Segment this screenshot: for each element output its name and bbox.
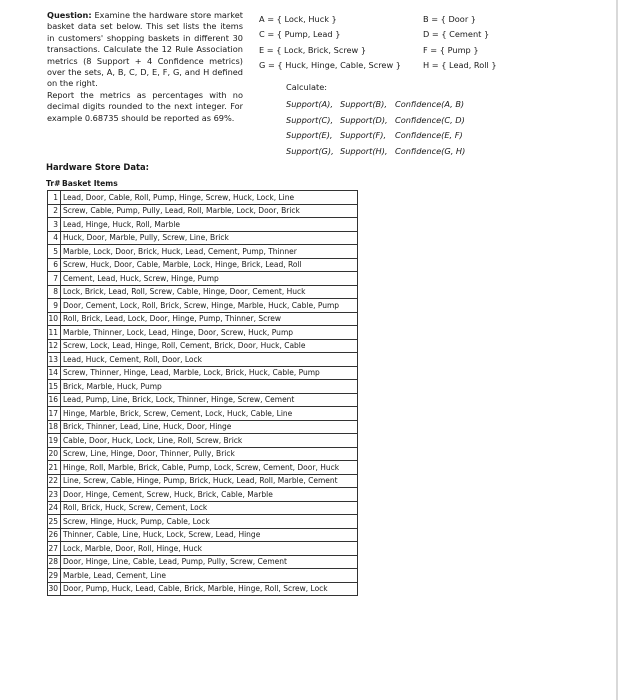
support-metric: Support(B), [340, 98, 387, 109]
transaction-number: 12 [48, 339, 61, 353]
table-row [48, 569, 358, 583]
table-row [48, 434, 358, 448]
basket-items: Hinge, Marble, Brick, Screw, Cement, Lock, Huck, Cable, Line [61, 407, 358, 421]
transaction-number: 27 [48, 542, 61, 556]
basket-items: Door, Pump, Huck, Lead, Cable, Brick, Marble, Hinge, Roll, Screw, Lock [61, 582, 358, 596]
transaction-number: 18 [48, 420, 61, 434]
set-definition: B = { Door } [423, 14, 476, 24]
transaction-number: 13 [48, 353, 61, 367]
table-row [48, 488, 358, 502]
question-paragraph [47, 10, 243, 90]
table-row [48, 474, 358, 488]
table-row [48, 285, 358, 299]
question-label: Question: [47, 10, 92, 20]
table-row [48, 380, 358, 394]
basket-items: Door, Hinge, Cement, Screw, Huck, Brick, Cable, Marble [61, 488, 358, 502]
transaction-number: 21 [48, 461, 61, 475]
set-definition: F = { Pump } [423, 44, 479, 55]
basket-items: Brick, Thinner, Lead, Line, Huck, Door, Hinge [61, 420, 358, 434]
table-row [48, 407, 358, 421]
calculate-title: Calculate: [286, 82, 327, 92]
transaction-number: 10 [48, 312, 61, 326]
support-metric: Support(H), [340, 146, 388, 157]
support-metric: Support(A), [286, 98, 333, 109]
basket-items: Marble, Lead, Cement, Line [61, 569, 358, 583]
transaction-number: 22 [48, 474, 61, 488]
table-row [48, 312, 358, 326]
table-row [48, 528, 358, 542]
basket-items: Screw, Cable, Pump, Pully, Lead, Roll, Marble, Lock, Door, Brick [61, 204, 358, 218]
transaction-number: 11 [48, 326, 61, 340]
table-row [48, 231, 358, 245]
transaction-number: 28 [48, 555, 61, 569]
transaction-number: 7 [48, 272, 61, 286]
basket-items: Door, Cement, Lock, Roll, Brick, Screw, Hinge, Marble, Huck, Cable, Pump [61, 299, 358, 313]
set-definition: H = { Lead, Roll } [423, 59, 497, 70]
confidence-metric: Confidence(C, D) [395, 114, 465, 125]
support-metric: Support(C), [286, 114, 334, 125]
basket-items: Screw, Line, Hinge, Door, Thinner, Pully, Brick [61, 447, 358, 461]
calculate-row [286, 97, 465, 113]
basket-items: Lock, Brick, Lead, Roll, Screw, Cable, Hinge, Door, Cement, Huck [61, 285, 358, 299]
transaction-number: 17 [48, 407, 61, 421]
table-row [48, 393, 358, 407]
basket-items: Hinge, Roll, Marble, Brick, Cable, Pump, Lock, Screw, Cement, Door, Huck [61, 461, 358, 475]
table-row [48, 447, 358, 461]
table-row [48, 299, 358, 313]
column-header-tr: Tr# [46, 179, 61, 188]
table-header [46, 179, 118, 188]
transaction-number: 2 [48, 204, 61, 218]
basket-items: Thinner, Cable, Line, Huck, Lock, Screw, Lead, Hinge [61, 528, 358, 542]
table-row [48, 191, 358, 205]
basket-items: Screw, Hinge, Huck, Pump, Cable, Lock [61, 515, 358, 529]
basket-items: Marble, Lock, Door, Brick, Huck, Lead, Cement, Pump, Thinner [61, 245, 358, 259]
transaction-number: 14 [48, 366, 61, 380]
transactions-table [47, 190, 358, 596]
table-row [48, 515, 358, 529]
basket-items: Screw, Thinner, Hinge, Lead, Marble, Lock, Brick, Huck, Cable, Pump [61, 366, 358, 380]
table-row [48, 245, 358, 259]
support-metric: Support(E), [286, 130, 333, 141]
table-row [48, 339, 358, 353]
table-row [48, 555, 358, 569]
transaction-number: 16 [48, 393, 61, 407]
support-metric: Support(G), [286, 146, 334, 157]
table-row [48, 218, 358, 232]
transaction-number: 3 [48, 218, 61, 232]
basket-items: Cable, Door, Huck, Lock, Line, Roll, Screw, Brick [61, 434, 358, 448]
transaction-number: 20 [48, 447, 61, 461]
transaction-number: 4 [48, 231, 61, 245]
transaction-number: 19 [48, 434, 61, 448]
set-definition: D = { Cement } [423, 29, 490, 40]
basket-items: Lead, Door, Cable, Roll, Pump, Hinge, Screw, Huck, Lock, Line [61, 191, 358, 205]
basket-items: Lead, Pump, Line, Brick, Lock, Thinner, Hinge, Screw, Cement [61, 393, 358, 407]
basket-items: Line, Screw, Cable, Hinge, Pump, Brick, Huck, Lead, Roll, Marble, Cement [61, 474, 358, 488]
table-row [48, 501, 358, 515]
basket-items: Brick, Marble, Huck, Pump [61, 380, 358, 394]
transaction-number: 5 [48, 245, 61, 259]
calculate-row [286, 144, 465, 160]
column-header-items: Basket Items [62, 179, 118, 188]
set-definition: C = { Pump, Lead } [259, 29, 341, 40]
calculate-row [286, 128, 465, 144]
table-row [48, 353, 358, 367]
transaction-number: 8 [48, 285, 61, 299]
transaction-number: 30 [48, 582, 61, 596]
basket-items: Marble, Thinner, Lock, Lead, Hinge, Door, Screw, Huck, Pump [61, 326, 358, 340]
transaction-number: 23 [48, 488, 61, 502]
transaction-number: 24 [48, 501, 61, 515]
transaction-number: 25 [48, 515, 61, 529]
question-instruction: Report the metrics as percentages with no decimal digits rounded to the next integer. For example 0.68735 should be reported as 69%. [47, 89, 243, 123]
table-row [48, 542, 358, 556]
basket-items: Screw, Lock, Lead, Hinge, Roll, Cement, Brick, Door, Huck, Cable [61, 339, 358, 353]
question-text: Examine the hardware store market basket data set below. This set lists the items in customers' shopping baskets in different 30 transactions. Calculate the 12 Rule Association metrics (8 Support + 4 Confidence metrics) over the sets, A, B, C, D, E, F, G, and H defined on the right. [47, 10, 243, 89]
confidence-metric: Confidence(E, F) [395, 130, 463, 141]
basket-items: Huck, Door, Marble, Pully, Screw, Line, Brick [61, 231, 358, 245]
transaction-number: 1 [48, 191, 61, 205]
basket-items: Lock, Marble, Door, Roll, Hinge, Huck [61, 542, 358, 556]
table-row [48, 272, 358, 286]
table-row [48, 326, 358, 340]
calculate-row [286, 113, 465, 129]
table-row [48, 582, 358, 596]
basket-items: Lead, Hinge, Huck, Roll, Marble [61, 218, 358, 232]
set-definition: E = { Lock, Brick, Screw } [259, 44, 367, 55]
set-definition: A = { Lock, Huck } [259, 14, 337, 24]
basket-items: Lead, Huck, Cement, Roll, Door, Lock [61, 353, 358, 367]
table-row [48, 258, 358, 272]
transaction-number: 26 [48, 528, 61, 542]
table-row [48, 461, 358, 475]
calculate-block [286, 80, 465, 160]
table-row [48, 204, 358, 218]
set-definitions-left [259, 12, 401, 73]
set-definition: G = { Huck, Hinge, Cable, Screw } [259, 59, 401, 70]
basket-items: Door, Hinge, Line, Cable, Lead, Pump, Pully, Screw, Cement [61, 555, 358, 569]
confidence-metric: Confidence(G, H) [395, 146, 466, 157]
question-block [47, 10, 243, 124]
support-metric: Support(F), [340, 130, 387, 141]
data-section-title: Hardware Store Data: [46, 162, 150, 172]
transaction-number: 29 [48, 569, 61, 583]
basket-items: Roll, Brick, Huck, Screw, Cement, Lock [61, 501, 358, 515]
support-metric: Support(D), [340, 114, 388, 125]
table-row [48, 366, 358, 380]
transaction-number: 6 [48, 258, 61, 272]
confidence-metric: Confidence(A, B) [395, 98, 465, 109]
transaction-number: 9 [48, 299, 61, 313]
table-row [48, 420, 358, 434]
basket-items: Roll, Brick, Lead, Lock, Door, Hinge, Pump, Thinner, Screw [61, 312, 358, 326]
basket-items: Screw, Huck, Door, Cable, Marble, Lock, Hinge, Brick, Lead, Roll [61, 258, 358, 272]
set-definitions-right [423, 12, 497, 73]
basket-items: Cement, Lead, Huck, Screw, Hinge, Pump [61, 272, 358, 286]
transaction-number: 15 [48, 380, 61, 394]
